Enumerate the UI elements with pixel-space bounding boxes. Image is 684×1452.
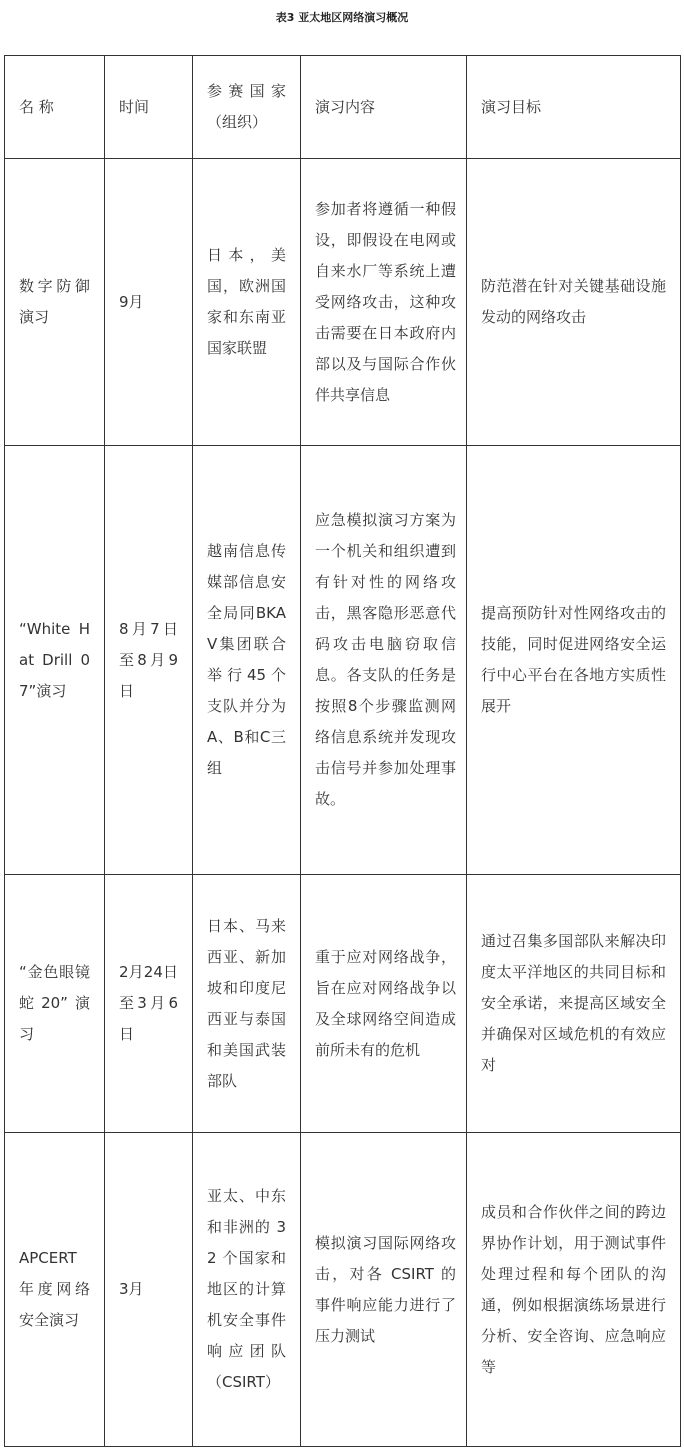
exercise-table	[4, 55, 681, 1447]
header-participants: 参赛国家（组织）	[193, 56, 301, 159]
cell-participants: 亚太、中东和非洲的 32 个国家和地区的计算机安全事件响应团队（CSIRT）	[193, 1133, 301, 1447]
cell-goal: 防范潜在针对关键基础设施发动的网络攻击	[467, 159, 681, 446]
cell-time: 3月	[105, 1133, 193, 1447]
table-row	[5, 159, 681, 446]
header-name: 名 称	[5, 56, 105, 159]
cell-participants: 越南信息传媒部信息安全局同BKAV集团联合举行45个支队并分为A、B和C三组	[193, 446, 301, 875]
table-header-row	[5, 56, 681, 159]
cell-time: 8月7日至8月9日	[105, 446, 193, 875]
cell-content: 应急模拟演习方案为一个机关和组织遭到有针对性的网络攻击，黑客隐形恶意代码攻击电脑窃取信息。各支队的任务是按照8个步骤监测网络信息系统并发现攻击信号并参加处理事故。	[301, 446, 467, 875]
cell-name: “White Hat Drill 07”演习	[5, 446, 105, 875]
cell-content: 模拟演习国际网络攻击，对各 CSIRT 的事件响应能力进行了压力测试	[301, 1133, 467, 1447]
cell-time: 2月24日至3月6日	[105, 875, 193, 1133]
table-row	[5, 875, 681, 1133]
table-caption: 表3 亚太地区网络演习概况	[275, 11, 409, 24]
table-row	[5, 446, 681, 875]
cell-goal: 成员和合作伙伴之间的跨边界协作计划，用于测试事件处理过程和每个团队的沟通，例如根据演练场景进行分析、安全咨询、应急响应等	[467, 1133, 681, 1447]
cell-content: 重于应对网络战争，旨在应对网络战争以及全球网络空间造成前所未有的危机	[301, 875, 467, 1133]
cell-goal: 通过召集多国部队来解决印度太平洋地区的共同目标和安全承诺，来提高区域安全并确保对区域危机的有效应对	[467, 875, 681, 1133]
table-row	[5, 1133, 681, 1447]
header-content: 演习内容	[301, 56, 467, 159]
cell-name: “金色眼镜蛇20”演习	[5, 875, 105, 1133]
cell-content: 参加者将遵循一种假设，即假设在电网或自来水厂等系统上遭受网络攻击，这种攻击需要在日本政府内部以及与国际合作伙伴共享信息	[301, 159, 467, 446]
cell-name: APCERT年度网络安全演习	[5, 1133, 105, 1447]
cell-participants: 日本、马来西亚、新加坡和印度尼西亚与泰国和美国武装部队	[193, 875, 301, 1133]
header-time: 时间	[105, 56, 193, 159]
cell-goal: 提高预防针对性网络攻击的技能，同时促进网络安全运行中心平台在各地方实质性展开	[467, 446, 681, 875]
cell-time: 9月	[105, 159, 193, 446]
header-goal: 演习目标	[467, 56, 681, 159]
cell-participants: 日本，美国，欧洲国家和东南亚国家联盟	[193, 159, 301, 446]
cell-name: 数字防御演习	[5, 159, 105, 446]
